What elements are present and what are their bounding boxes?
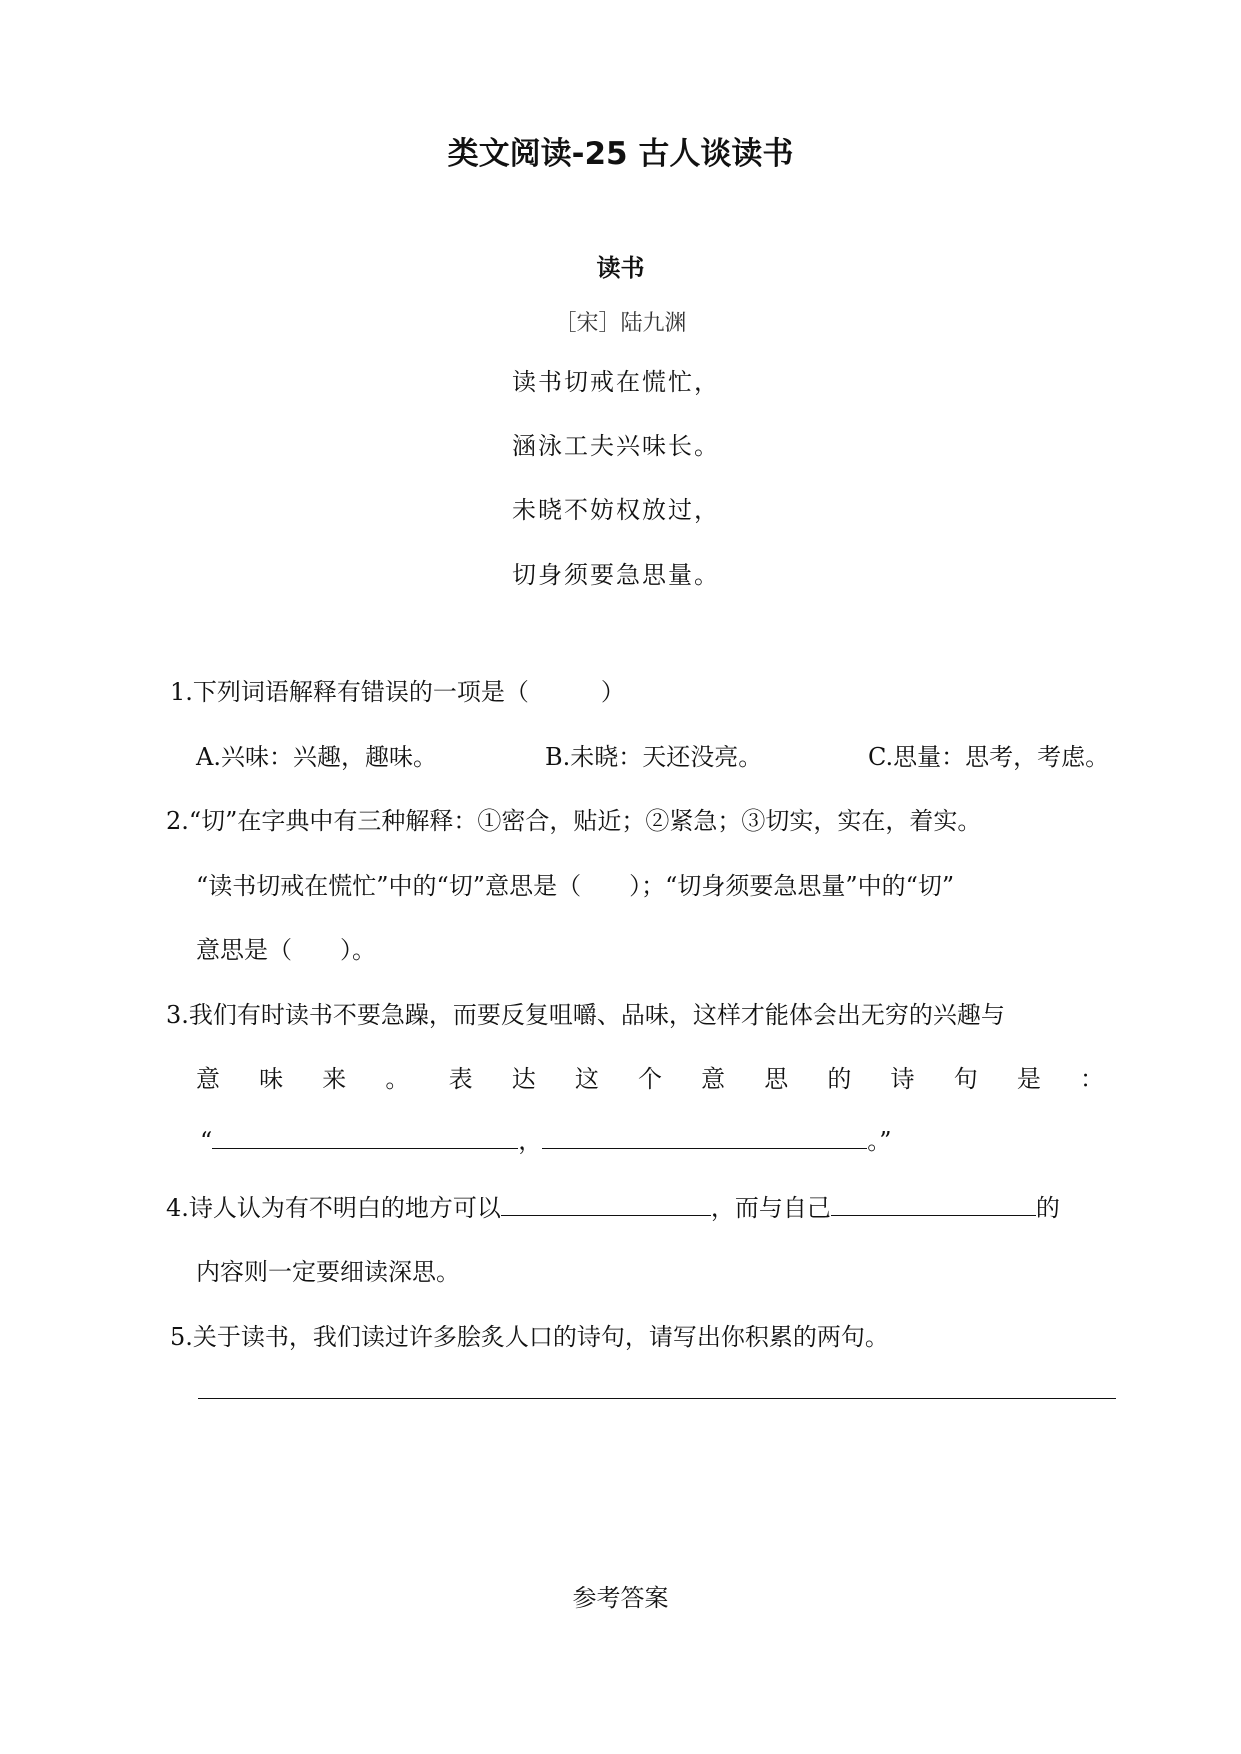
question-1-option-a: A.兴味：兴趣，趣味。 [196,743,437,771]
question-1-option-b: B.未晓：天还没亮。 [545,743,763,771]
q3-char: 个 [637,1065,662,1093]
page-title: 类文阅读-25 古人谈读书 [447,136,794,172]
q3-char: ： [1079,1065,1104,1093]
question-4-line-1 [166,1188,1060,1223]
question-4-part-3: 的 [1035,1194,1060,1222]
question-5-stem: 5.关于读书，我们读过许多脍炙人口的诗句，请写出你积累的两句。 [170,1323,889,1351]
question-1-option-c: C.思量：思考，考虑。 [868,743,1110,771]
answer-blank-3[interactable] [501,1214,711,1216]
q3-char: 味 [259,1065,284,1093]
answer-blank-1[interactable] [212,1147,518,1149]
question-4-part-1: 4.诗人认为有不明白的地方可以 [166,1194,501,1222]
open-quote: “ [200,1127,213,1155]
q3-char: 的 [827,1065,852,1093]
q3-char: 。 [385,1065,410,1093]
question-2-line-1: 2.“切”在字典中有三种解释：①密合，贴近；②紧急；③切实，实在，着实。 [166,807,982,835]
question-4-part-2: ，而与自己 [710,1194,831,1222]
q3-char: 思 [764,1065,789,1093]
question-3-line-1: 3.我们有时读书不要急躁，而要反复咀嚼、品味，这样才能体会出无穷的兴趣与 [166,1001,1005,1029]
question-3-answer-line [200,1121,892,1156]
question-3-line-2 [196,1059,1104,1094]
poem-author: ［宋］陆九渊 [554,311,687,336]
question-2-line-2: “读书切戒在慌忙”中的“切”意思是（ ）；“切身须要急思量”中的“切” [196,872,955,900]
close-quote: 。” [867,1127,892,1155]
q3-char: 这 [574,1065,599,1093]
answer-blank-4[interactable] [831,1214,1036,1216]
poem-line-3: 未晓不妨权放过， [512,496,720,524]
poem-line-2: 涵泳工夫兴味长。 [512,432,720,460]
q3-char: 来 [322,1065,347,1093]
q3-char: 是 [1016,1065,1041,1093]
comma: ， [518,1127,543,1155]
question-1-stem: 1.下列词语解释有错误的一项是（ ） [170,678,625,706]
question-2-line-3: 意思是（ ）。 [196,936,376,964]
poem-line-1: 读书切戒在慌忙， [512,368,720,396]
q3-char: 达 [511,1065,536,1093]
question-4-line-2: 内容则一定要细读深思。 [196,1258,460,1286]
poem-line-4: 切身须要急思量。 [512,561,720,589]
q3-char: 表 [448,1065,473,1093]
answer-heading: 参考答案 [572,1584,669,1612]
answer-line-5[interactable] [198,1398,1116,1399]
q3-char: 句 [953,1065,978,1093]
q3-char: 意 [701,1065,726,1093]
q3-char: 意 [196,1065,220,1093]
answer-blank-2[interactable] [542,1147,867,1149]
q3-char: 诗 [890,1065,915,1093]
poem-title: 读书 [596,254,645,282]
